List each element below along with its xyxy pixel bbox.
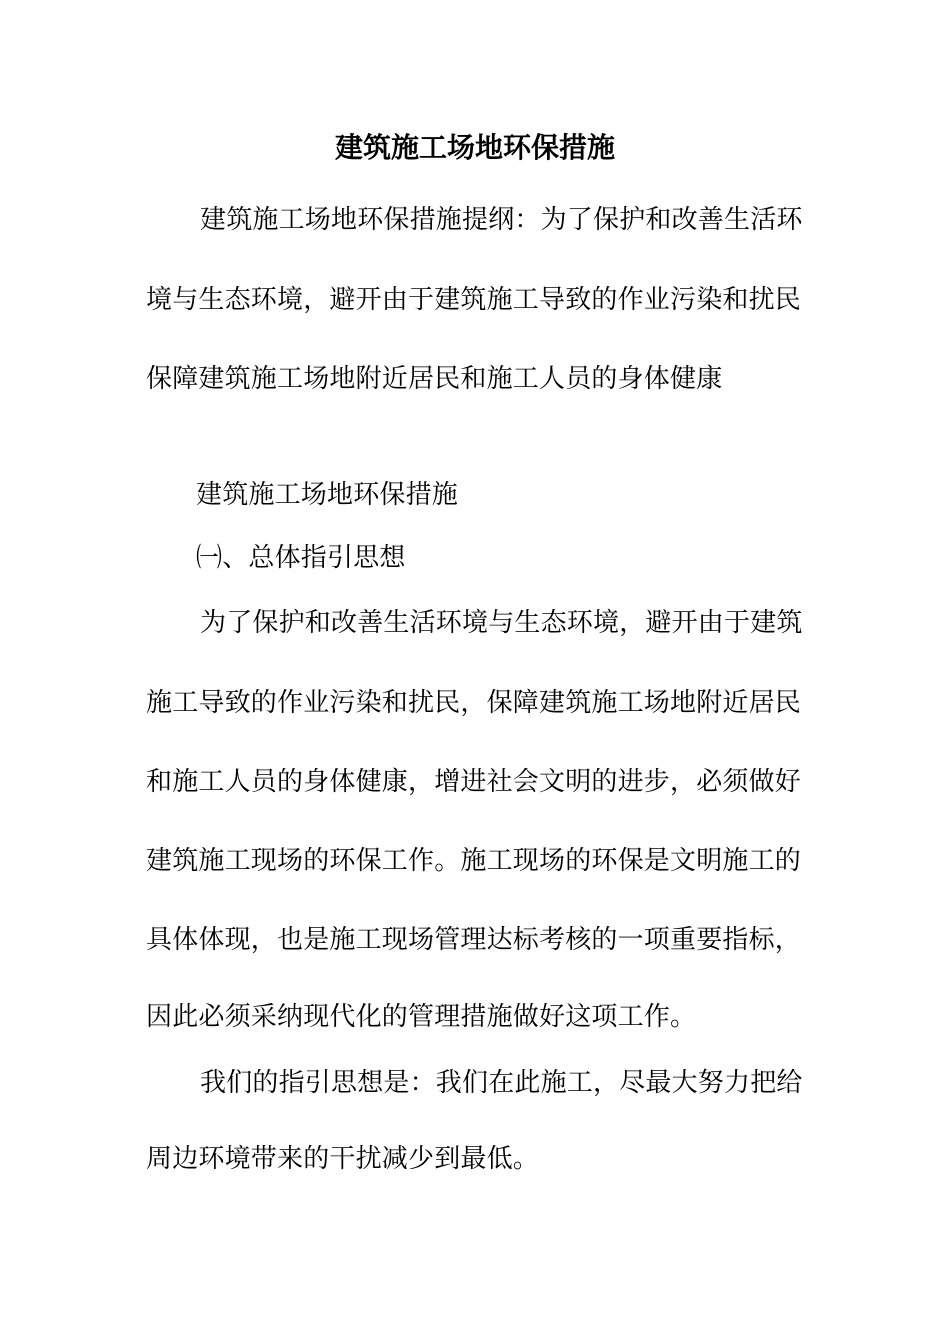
paragraph1-line-1: 为了保护和改善生活环境与生态环境，避开由于建筑 bbox=[200, 608, 803, 638]
paragraph1-line-3: 和施工人员的身体健康，增进社会文明的进步，必须做好 bbox=[146, 767, 802, 797]
paragraph1-line-4: 建筑施工现场的环保工作。施工现场的环保是文明施工的 bbox=[146, 846, 802, 876]
intro-line-3: 保障建筑施工场地附近居民和施工人员的身体健康 bbox=[146, 364, 723, 394]
intro-line-2: 境与生态环境，避开由于建筑施工导致的作业污染和扰民 bbox=[146, 285, 802, 315]
section-heading: 建筑施工场地环保措施 bbox=[196, 480, 459, 510]
paragraph1-line-6: 因此必须采纳现代化的管理措施做好这项工作。 bbox=[146, 1002, 697, 1032]
document-title: 建筑施工场地环保措施 bbox=[334, 131, 615, 164]
intro-line-1: 建筑施工场地环保措施提纲：为了保护和改善生活环 bbox=[200, 205, 803, 235]
paragraph2-line-2: 周边环境带来的干扰减少到最低。 bbox=[146, 1144, 540, 1174]
paragraph2-line-1: 我们的指引思想是：我们在此施工，尽最大努力把给 bbox=[200, 1068, 803, 1098]
paragraph1-line-2: 施工导致的作业污染和扰民，保障建筑施工场地附近居民 bbox=[146, 688, 802, 718]
subsection-heading: ㈠、总体指引思想 bbox=[196, 543, 406, 573]
paragraph1-line-5: 具体体现，也是施工现场管理达标考核的一项重要指标， bbox=[146, 925, 802, 955]
